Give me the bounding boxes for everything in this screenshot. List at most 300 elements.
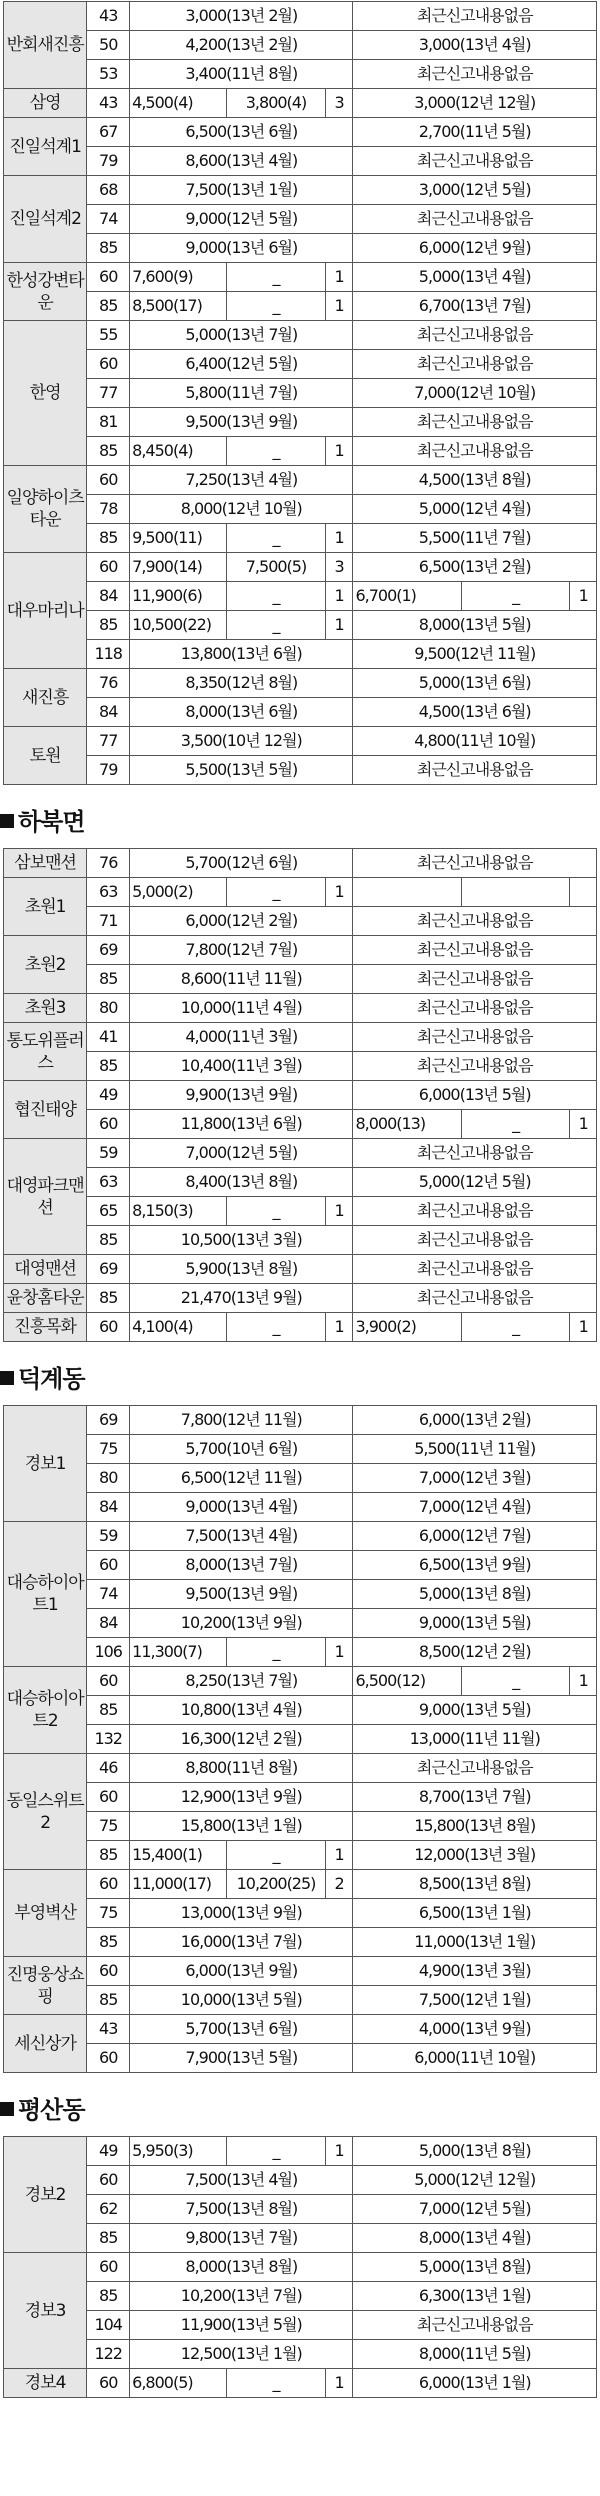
area-size: 60	[87, 2369, 130, 2398]
price-table	[3, 1, 597, 785]
table-row	[4, 994, 597, 1023]
jeonse-price: 6,000(13년 5월)	[353, 1081, 597, 1110]
table-row	[4, 669, 597, 698]
jeonse-price-second: _	[461, 582, 569, 611]
area-size: 76	[87, 669, 130, 698]
jeonse-price: 2,700(11년 5월)	[353, 118, 597, 147]
table-row	[4, 495, 597, 524]
jeonse-price: 6,700(13년 7월)	[353, 292, 597, 321]
jeonse-price-value	[353, 878, 461, 907]
jeonse-price: 6,300(13년 1월)	[353, 2282, 597, 2311]
complex-name: 부영벽산	[4, 1870, 87, 1957]
section-title: 평산동	[18, 2096, 85, 2124]
sale-price: 10,200(13년 9월)	[130, 1609, 353, 1638]
table-row	[4, 1313, 597, 1342]
table-row	[4, 147, 597, 176]
table-row	[4, 321, 597, 350]
area-size: 68	[87, 176, 130, 205]
area-size: 59	[87, 1522, 130, 1551]
sale-price: 4,200(13년 2월)	[130, 31, 353, 60]
area-size: 122	[87, 2340, 130, 2369]
area-size: 62	[87, 2195, 130, 2224]
table-row	[4, 1899, 597, 1928]
table-row	[4, 965, 597, 994]
table-row	[4, 263, 597, 292]
complex-name: 초원2	[4, 936, 87, 994]
table-row	[4, 1957, 597, 1986]
area-size: 43	[87, 89, 130, 118]
jeonse-count: 1	[570, 1110, 597, 1139]
jeonse-price: 최근신고내용없음	[353, 1284, 597, 1313]
sale-price-value: 4,500(4)	[130, 89, 227, 118]
sale-price: 9,900(13년 9월)	[130, 1081, 353, 1110]
sale-price: 3,400(11년 8월)	[130, 60, 353, 89]
section-title: 덕계동	[18, 1365, 85, 1393]
area-size: 132	[87, 1725, 130, 1754]
square-bullet-icon	[0, 814, 14, 828]
jeonse-price: 6,500(13년 2월)	[353, 553, 597, 582]
table-row	[4, 2166, 597, 2195]
section-heading	[0, 2090, 85, 2125]
sale-price-value: 5,000(2)	[130, 878, 227, 907]
area-size: 60	[87, 466, 130, 495]
table-row	[4, 1783, 597, 1812]
area-size: 84	[87, 1493, 130, 1522]
table-row	[4, 1139, 597, 1168]
complex-name: 경보3	[4, 2253, 87, 2369]
complex-name: 경보2	[4, 2137, 87, 2253]
sale-price: 10,200(13년 7월)	[130, 2282, 353, 2311]
table-row	[4, 292, 597, 321]
table-row	[4, 2224, 597, 2253]
sale-price-value: 7,900(14)	[130, 553, 227, 582]
complex-name: 동일스위트2	[4, 1754, 87, 1870]
sale-price: 15,800(13년 1월)	[130, 1812, 353, 1841]
sale-price: 16,300(12년 2월)	[130, 1725, 353, 1754]
sale-price: 8,000(13년 7월)	[130, 1551, 353, 1580]
sale-price-second: _	[227, 437, 325, 466]
sale-price: 6,500(13년 6월)	[130, 118, 353, 147]
table-row	[4, 1667, 597, 1696]
jeonse-price: 9,500(12년 11월)	[353, 640, 597, 669]
table-row	[4, 849, 597, 878]
complex-name: 대영파크맨션	[4, 1139, 87, 1255]
sale-price: 5,700(10년 6월)	[130, 1435, 353, 1464]
table-row	[4, 524, 597, 553]
sale-price: 4,000(11년 3월)	[130, 1023, 353, 1052]
jeonse-price: 4,800(11년 10월)	[353, 727, 597, 756]
area-size: 75	[87, 1899, 130, 1928]
sale-price: 8,000(13년 8월)	[130, 2253, 353, 2282]
jeonse-price: 9,000(13년 5월)	[353, 1696, 597, 1725]
area-size: 60	[87, 1551, 130, 1580]
complex-name: 일양하이츠타운	[4, 466, 87, 553]
sale-price: 7,500(13년 1월)	[130, 176, 353, 205]
area-size: 106	[87, 1638, 130, 1667]
sale-price: 8,600(11년 11월)	[130, 965, 353, 994]
sale-price: 6,000(12년 2월)	[130, 907, 353, 936]
jeonse-price: 최근신고내용없음	[353, 2311, 597, 2340]
sale-price: 3,500(10년 12월)	[130, 727, 353, 756]
complex-name: 토원	[4, 727, 87, 785]
area-size: 74	[87, 1580, 130, 1609]
jeonse-price: 최근신고내용없음	[353, 205, 597, 234]
jeonse-price: 8,000(13년 5월)	[353, 611, 597, 640]
area-size: 85	[87, 1841, 130, 1870]
complex-name: 윤창홈타운	[4, 1284, 87, 1313]
table-row	[4, 727, 597, 756]
sale-price: 10,500(13년 3월)	[130, 1226, 353, 1255]
price-table-section	[0, 1405, 600, 2073]
sale-price-value: 11,900(6)	[130, 582, 227, 611]
table-row	[4, 1435, 597, 1464]
area-size: 79	[87, 147, 130, 176]
area-size: 63	[87, 1168, 130, 1197]
sale-price-value: 9,500(11)	[130, 524, 227, 553]
area-size: 79	[87, 756, 130, 785]
sale-count: 3	[325, 553, 353, 582]
sale-price: 11,800(13년 6월)	[130, 1110, 353, 1139]
table-row	[4, 1522, 597, 1551]
sale-price: 7,250(13년 4월)	[130, 466, 353, 495]
jeonse-price: 8,500(13년 8월)	[353, 1870, 597, 1899]
table-row	[4, 1464, 597, 1493]
section-heading	[0, 1359, 85, 1394]
complex-name: 삼영	[4, 89, 87, 118]
square-bullet-icon	[0, 2102, 14, 2116]
jeonse-price: 최근신고내용없음	[353, 60, 597, 89]
area-size: 75	[87, 1435, 130, 1464]
area-size: 63	[87, 878, 130, 907]
table-row	[4, 1841, 597, 1870]
price-table	[3, 2136, 597, 2398]
sale-price-value: 11,300(7)	[130, 1638, 227, 1667]
area-size: 77	[87, 379, 130, 408]
table-row	[4, 1197, 597, 1226]
table-row	[4, 2044, 597, 2073]
area-size: 43	[87, 2015, 130, 2044]
complex-name: 통도위플러스	[4, 1023, 87, 1081]
sale-price-second: _	[227, 878, 325, 907]
table-row	[4, 2340, 597, 2369]
jeonse-price: 13,000(11년 11월)	[353, 1725, 597, 1754]
jeonse-price: 11,000(13년 1월)	[353, 1928, 597, 1957]
area-size: 60	[87, 2166, 130, 2195]
sale-price: 7,800(12년 7월)	[130, 936, 353, 965]
sale-price-second: _	[227, 1313, 325, 1342]
jeonse-count: 1	[570, 1667, 597, 1696]
area-size: 104	[87, 2311, 130, 2340]
area-size: 55	[87, 321, 130, 350]
sale-price-second: _	[227, 1638, 325, 1667]
sale-price: 10,000(13년 5월)	[130, 1986, 353, 2015]
area-size: 60	[87, 350, 130, 379]
area-size: 50	[87, 31, 130, 60]
area-size: 74	[87, 205, 130, 234]
sale-price-second: _	[227, 2369, 325, 2398]
jeonse-price: 6,500(13년 9월)	[353, 1551, 597, 1580]
sale-price: 6,500(12년 11월)	[130, 1464, 353, 1493]
jeonse-price: 최근신고내용없음	[353, 1226, 597, 1255]
table-row	[4, 1870, 597, 1899]
table-row	[4, 1551, 597, 1580]
table-row	[4, 466, 597, 495]
jeonse-price: 6,000(13년 2월)	[353, 1406, 597, 1435]
table-row	[4, 205, 597, 234]
table-row	[4, 553, 597, 582]
table-row	[4, 1638, 597, 1667]
sale-price: 12,500(13년 1월)	[130, 2340, 353, 2369]
complex-name: 대승하이아트2	[4, 1667, 87, 1754]
jeonse-price: 최근신고내용없음	[353, 849, 597, 878]
complex-name: 대영맨션	[4, 1255, 87, 1284]
area-size: 118	[87, 640, 130, 669]
table-row	[4, 2369, 597, 2398]
complex-name: 한영	[4, 321, 87, 466]
sale-price-value: 6,800(5)	[130, 2369, 227, 2398]
jeonse-price: 최근신고내용없음	[353, 1255, 597, 1284]
jeonse-price-value: 8,000(13)	[353, 1110, 461, 1139]
complex-name: 진일석계1	[4, 118, 87, 176]
sale-price-second: _	[227, 292, 325, 321]
sale-price-second: _	[227, 2137, 325, 2166]
area-size: 60	[87, 1870, 130, 1899]
area-size: 78	[87, 495, 130, 524]
sale-price: 9,500(13년 9월)	[130, 1580, 353, 1609]
area-size: 49	[87, 2137, 130, 2166]
table-row	[4, 89, 597, 118]
area-size: 85	[87, 611, 130, 640]
jeonse-price: 5,000(13년 8월)	[353, 2137, 597, 2166]
complex-name: 진명웅상쇼핑	[4, 1957, 87, 2015]
area-size: 85	[87, 234, 130, 263]
jeonse-price: 최근신고내용없음	[353, 1754, 597, 1783]
table-row	[4, 31, 597, 60]
sale-price: 13,800(13년 6월)	[130, 640, 353, 669]
area-size: 85	[87, 1226, 130, 1255]
sale-price: 5,800(11년 7월)	[130, 379, 353, 408]
jeonse-price: 최근신고내용없음	[353, 1197, 597, 1226]
jeonse-price: 6,000(12년 9월)	[353, 234, 597, 263]
complex-name: 대승하이아트1	[4, 1522, 87, 1667]
sale-price: 10,000(11년 4월)	[130, 994, 353, 1023]
jeonse-price: 8,000(11년 5월)	[353, 2340, 597, 2369]
jeonse-price-value: 6,700(1)	[353, 582, 461, 611]
jeonse-price: 5,000(13년 8월)	[353, 1580, 597, 1609]
table-row	[4, 1226, 597, 1255]
sale-price-second: 3,800(4)	[227, 89, 325, 118]
sale-count: 1	[325, 524, 353, 553]
sale-price: 13,000(13년 9월)	[130, 1899, 353, 1928]
jeonse-price: 7,000(12년 4월)	[353, 1493, 597, 1522]
sale-price: 21,470(13년 9월)	[130, 1284, 353, 1313]
sale-price-second: _	[227, 611, 325, 640]
jeonse-price: 최근신고내용없음	[353, 994, 597, 1023]
table-row	[4, 698, 597, 727]
section-heading	[0, 802, 85, 837]
area-size: 85	[87, 524, 130, 553]
table-row	[4, 756, 597, 785]
area-size: 60	[87, 1783, 130, 1812]
sale-price-value: 4,100(4)	[130, 1313, 227, 1342]
table-row	[4, 1168, 597, 1197]
jeonse-count: 1	[570, 582, 597, 611]
sale-price: 11,900(13년 5월)	[130, 2311, 353, 2340]
table-row	[4, 350, 597, 379]
table-row	[4, 1081, 597, 1110]
jeonse-count	[570, 878, 597, 907]
table-row	[4, 2195, 597, 2224]
table-row	[4, 408, 597, 437]
jeonse-price: 8,000(13년 4월)	[353, 2224, 597, 2253]
jeonse-price-value: 3,900(2)	[353, 1313, 461, 1342]
area-size: 60	[87, 1957, 130, 1986]
sale-price: 7,900(13년 5월)	[130, 2044, 353, 2073]
price-table	[3, 1405, 597, 2073]
complex-name: 한성강변타운	[4, 263, 87, 321]
sale-count: 1	[325, 582, 353, 611]
area-size: 84	[87, 698, 130, 727]
area-size: 69	[87, 1255, 130, 1284]
sale-price: 8,800(11년 8월)	[130, 1754, 353, 1783]
jeonse-price: 5,000(12년 4월)	[353, 495, 597, 524]
sale-price: 8,400(13년 8월)	[130, 1168, 353, 1197]
area-size: 49	[87, 1081, 130, 1110]
sale-price: 5,900(13년 8월)	[130, 1255, 353, 1284]
complex-name: 경보4	[4, 2369, 87, 2398]
sale-price-second: 7,500(5)	[227, 553, 325, 582]
sale-price: 9,800(13년 7월)	[130, 2224, 353, 2253]
sale-price-value: 11,000(17)	[130, 1870, 227, 1899]
jeonse-price: 4,500(13년 6월)	[353, 698, 597, 727]
jeonse-price: 3,000(12년 12월)	[353, 89, 597, 118]
sale-price: 8,000(13년 6월)	[130, 698, 353, 727]
sale-price: 10,800(13년 4월)	[130, 1696, 353, 1725]
table-row	[4, 936, 597, 965]
jeonse-price: 5,500(11년 11월)	[353, 1435, 597, 1464]
jeonse-price: 최근신고내용없음	[353, 437, 597, 466]
area-size: 71	[87, 907, 130, 936]
sale-price: 7,800(12년 11월)	[130, 1406, 353, 1435]
table-row	[4, 1052, 597, 1081]
sale-price: 8,600(13년 4월)	[130, 147, 353, 176]
complex-name: 대우마리나	[4, 553, 87, 669]
jeonse-price: 5,000(13년 4월)	[353, 263, 597, 292]
complex-name: 초원1	[4, 878, 87, 936]
area-size: 85	[87, 965, 130, 994]
jeonse-price: 최근신고내용없음	[353, 321, 597, 350]
area-size: 41	[87, 1023, 130, 1052]
table-row	[4, 1754, 597, 1783]
area-size: 84	[87, 1609, 130, 1638]
jeonse-price-second	[461, 878, 569, 907]
jeonse-price: 7,000(12년 10월)	[353, 379, 597, 408]
area-size: 85	[87, 1696, 130, 1725]
jeonse-price: 3,000(13년 4월)	[353, 31, 597, 60]
jeonse-price: 8,500(12년 2월)	[353, 1638, 597, 1667]
area-size: 77	[87, 727, 130, 756]
jeonse-price: 5,000(12년 12월)	[353, 2166, 597, 2195]
sale-price: 8,000(12년 10월)	[130, 495, 353, 524]
table-row	[4, 2282, 597, 2311]
table-row	[4, 1255, 597, 1284]
table-row	[4, 1406, 597, 1435]
table-row	[4, 611, 597, 640]
area-size: 85	[87, 1986, 130, 2015]
jeonse-price-second: _	[461, 1313, 569, 1342]
table-row	[4, 1696, 597, 1725]
table-row	[4, 1812, 597, 1841]
table-row	[4, 1725, 597, 1754]
sale-price-second: _	[227, 524, 325, 553]
sale-count: 1	[325, 611, 353, 640]
jeonse-price: 6,000(13년 1월)	[353, 2369, 597, 2398]
sale-price-value: 7,600(9)	[130, 263, 227, 292]
jeonse-price-second: _	[461, 1667, 570, 1696]
table-row	[4, 60, 597, 89]
jeonse-price: 최근신고내용없음	[353, 936, 597, 965]
jeonse-price-second: _	[461, 1110, 569, 1139]
sale-price: 6,400(12년 5월)	[130, 350, 353, 379]
table-row	[4, 379, 597, 408]
table-row	[4, 1284, 597, 1313]
sale-price-value: 10,500(22)	[130, 611, 227, 640]
sale-count: 2	[325, 1870, 353, 1899]
sale-price: 7,500(13년 4월)	[130, 1522, 353, 1551]
sale-price-value: 8,450(4)	[130, 437, 227, 466]
sale-price-value: 8,500(17)	[130, 292, 227, 321]
jeonse-price: 7,500(12년 1월)	[353, 1986, 597, 2015]
sale-price-value: 15,400(1)	[130, 1841, 227, 1870]
area-size: 60	[87, 1313, 130, 1342]
sale-price: 9,500(13년 9월)	[130, 408, 353, 437]
area-size: 46	[87, 1754, 130, 1783]
complex-name: 협진태양	[4, 1081, 87, 1139]
table-row	[4, 437, 597, 466]
sale-price: 8,350(12년 8월)	[130, 669, 353, 698]
complex-name: 진흥목화	[4, 1313, 87, 1342]
jeonse-price: 12,000(13년 3월)	[353, 1841, 597, 1870]
sale-price: 9,000(12년 5월)	[130, 205, 353, 234]
table-row	[4, 1110, 597, 1139]
table-row	[4, 176, 597, 205]
jeonse-price: 최근신고내용없음	[353, 350, 597, 379]
sale-price-second: _	[227, 1197, 325, 1226]
jeonse-price: 최근신고내용없음	[353, 1023, 597, 1052]
complex-name: 새진흥	[4, 669, 87, 727]
area-size: 85	[87, 292, 130, 321]
area-size: 76	[87, 849, 130, 878]
sale-count: 3	[325, 89, 353, 118]
area-size: 60	[87, 263, 130, 292]
complex-name: 초원3	[4, 994, 87, 1023]
jeonse-price: 4,500(13년 8월)	[353, 466, 597, 495]
area-size: 80	[87, 1464, 130, 1493]
area-size: 85	[87, 2282, 130, 2311]
jeonse-price: 최근신고내용없음	[353, 756, 597, 785]
jeonse-price: 5,000(12년 5월)	[353, 1168, 597, 1197]
table-row	[4, 878, 597, 907]
sale-price: 8,250(13년 7월)	[130, 1667, 353, 1696]
area-size: 84	[87, 582, 130, 611]
table-row	[4, 2015, 597, 2044]
sale-price: 10,400(11년 3월)	[130, 1052, 353, 1081]
sale-count: 1	[325, 292, 353, 321]
table-row	[4, 1928, 597, 1957]
area-size: 53	[87, 60, 130, 89]
area-size: 60	[87, 1110, 130, 1139]
area-size: 81	[87, 408, 130, 437]
